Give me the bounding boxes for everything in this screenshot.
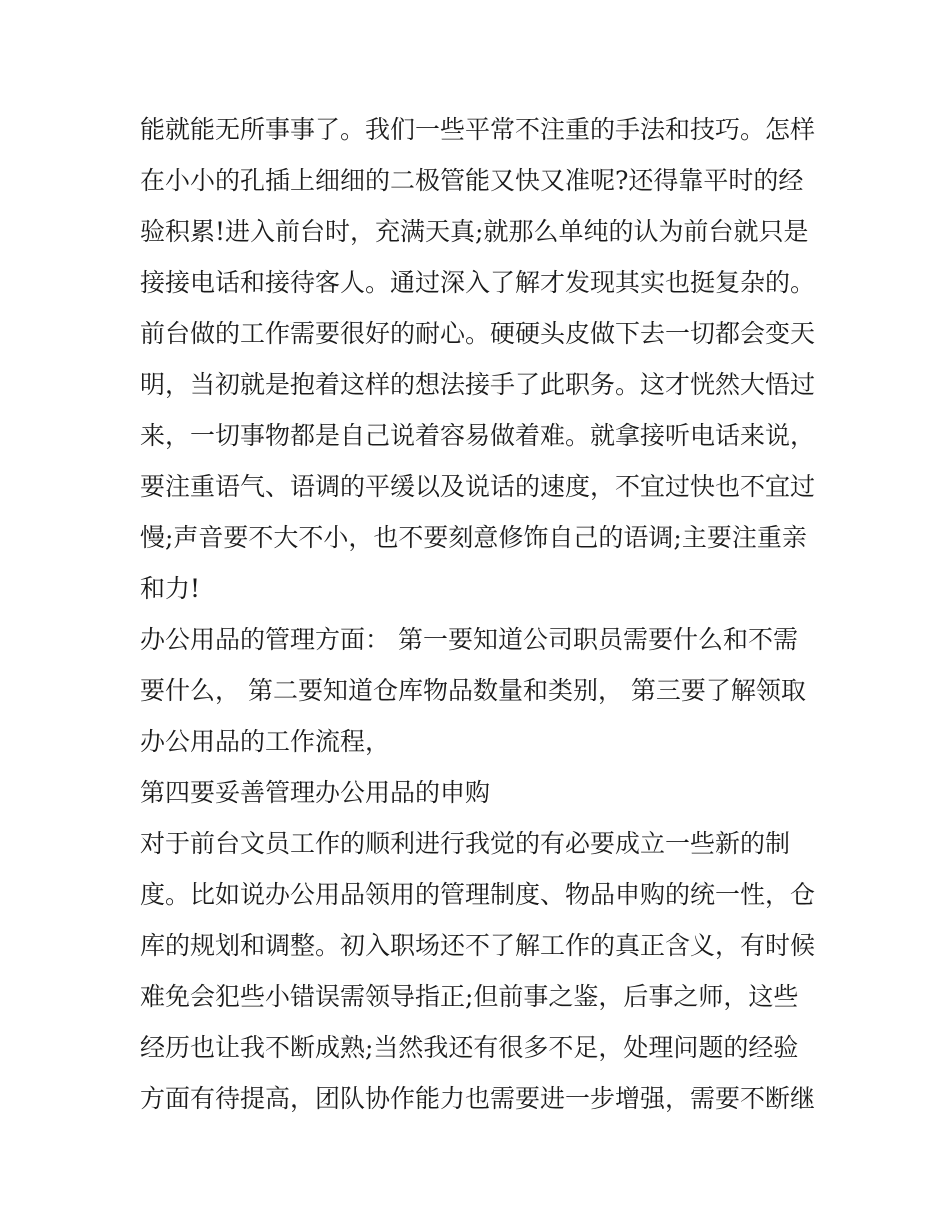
text-line: 对于前台文员工作的顺利进行我觉的有必要成立一些新的制 — [140, 829, 791, 858]
text-line: 要什么， 第二要知道仓库物品数量和类别， 第三要了解领取 — [140, 676, 806, 705]
text-line: 库的规划和调整。初入职场还不了解工作的真正含义，有时候 — [140, 931, 816, 960]
text-line: 验积累!进入前台时，充满天真;就那么单纯的认为前台就只是 — [140, 217, 809, 246]
text-line: 难免会犯些小错误需领导指正;但前事之鉴，后事之师，这些 — [140, 982, 799, 1011]
text-line: 在小小的孔插上细细的二极管能又快又准呢?还得靠平时的经 — [140, 166, 804, 195]
text-line: 和力! — [140, 574, 201, 603]
text-line: 前台做的工作需要很好的耐心。硬硬头皮做下去一切都会变天 — [140, 319, 816, 348]
text-line: 能就能无所事事了。我们一些平常不注重的手法和技巧。怎样 — [140, 115, 816, 144]
text-line: 经历也让我不断成熟;当然我还有很多不足，处理问题的经验 — [140, 1033, 799, 1062]
text-line: 度。比如说办公用品领用的管理制度、物品申购的统一性，仓 — [140, 880, 816, 909]
text-line: 方面有待提高，团队协作能力也需要进一步增强，需要不断继 — [140, 1084, 816, 1113]
text-line: 来，一切事物都是自己说着容易做着难。就拿接听电话来说， — [140, 421, 816, 450]
text-line: 办公用品的管理方面： 第一要知道公司职员需要什么和不需 — [140, 625, 798, 654]
text-line: 办公用品的工作流程， — [140, 727, 391, 756]
body-text — [140, 104, 815, 1124]
text-line: 要注重语气、语调的平缓以及说话的速度，不宜过快也不宜过 — [140, 472, 816, 501]
text-line: 第四要妥善管理办公用品的申购 — [140, 778, 491, 807]
text-line: 接接电话和接待客人。通过深入了解才发现其实也挺复杂的。 — [140, 268, 816, 297]
text-line: 明，当初就是抱着这样的想法接手了此职务。这才恍然大悟过 — [140, 370, 816, 399]
text-line: 慢;声音要不大不小，也不要刻意修饰自己的语调;主要注重亲 — [140, 523, 807, 552]
